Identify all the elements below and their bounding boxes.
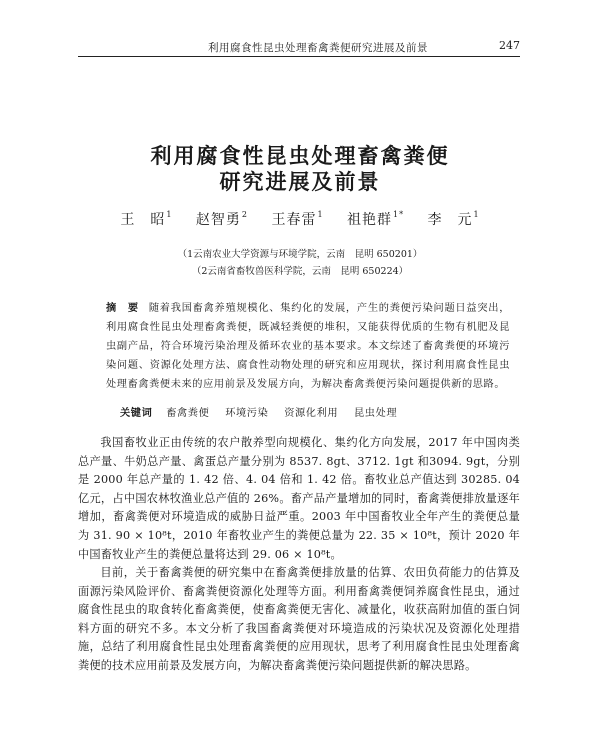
keyword: 环境污染 xyxy=(225,408,269,419)
paper-title-line-1: 利用腐食性昆虫处理畜禽粪便 xyxy=(150,144,450,168)
affiliation-2: （2云南省畜牧兽医科学院，云南 昆明 650224） xyxy=(191,266,409,277)
keywords-label: 关键词 xyxy=(120,408,153,419)
affiliation-1: （1云南农业大学资源与环境学院，云南 昆明 650201） xyxy=(177,249,423,260)
author: 祖艳群$^{1*}$ xyxy=(347,210,405,228)
keyword: 畜禽粪便 xyxy=(166,408,210,419)
running-title: 利用腐食性昆虫处理畜禽粪便研究进展及前景 xyxy=(208,42,428,54)
body-paragraph-2: 目前，关于畜禽粪便的研究集中在畜禽粪便排放量的估算、农田负荷能力的估算及面源污染风险评价、畜禽粪便资源化处理等方面。利用畜禽粪便饲养腐食性昆虫，通过腐食性昆虫的取食转化畜禽粪便，使畜禽粪便无害化、减量化，收获高附加值的蛋白饲料方面的研究不多。本文分析了我国畜禽粪便对环境造成的污染状况及资源化处理措施，总结了利用腐食性昆虫处理畜禽粪便的应用现状，思考了利用腐食性昆虫处理畜禽粪便的技术应用前景及发展方向，为解决畜禽粪便污染问题提供新的解决思路。 xyxy=(78,566,520,672)
keyword: 资源化利用 xyxy=(284,408,339,419)
author: 赵智勇$^2$ xyxy=(195,210,248,228)
author-list xyxy=(0,209,600,229)
abstract-text: 随着我国畜禽养殖规模化、集约化的发展，产生的粪便污染问题日益突出，利用腐食性昆虫处理畜禽粪便，既减轻粪便的堆积，又能获得优质的生物有机肥及昆虫副产品，符合环境污染治理及循环农业的基本要求。本文综述了畜禽粪便的环境污染问题、资源化处理方法、腐食性动物处理的研究和应用现状，探讨利用腐食性昆虫处理畜禽粪便未来的应用前景及发展方向，为解决畜禽粪便污染问题提供新的思路。 xyxy=(106,303,511,390)
author: 王 昭$^1$ xyxy=(120,210,173,228)
abstract-label: 摘 要 xyxy=(106,303,139,314)
author: 王春雷$^1$ xyxy=(271,210,324,228)
running-header xyxy=(78,38,520,57)
abstract xyxy=(106,299,510,394)
page-number: 247 xyxy=(499,39,520,52)
author: 李 元$^1$ xyxy=(427,210,480,228)
keyword: 昆虫处理 xyxy=(354,408,398,419)
keywords xyxy=(120,404,520,419)
paper-title-line-2: 研究进展及前景 xyxy=(219,170,381,194)
body-paragraph-1: 我国畜牧业正由传统的农户散养型向规模化、集约化方向发展，2017 年中国肉类总产量、牛奶总产量、禽蛋总产量分别为 8537. 8gt、3712. 1gt 和3094. 9gt，分别是 2000 年总产量的 1. 42 倍、4. 04 倍和 1. 42 倍。畜牧业总产值达到 30285. 04 亿元，占中国农林牧渔业总产值的 26%。畜产品产量增加的同时，畜禽粪便排放量逐年增加，畜禽粪便对环境造成的威胁日益严重。2003 年中国畜牧业全年产生的粪便总量为 31. 90 × 10⁸t，2010 年畜牧业产生的粪便总量为 22. 35 × 10⁸t，预计 2020 年中国畜牧业产生的粪便总量将达到 29. 06 × 10⁸t。 xyxy=(78,436,520,561)
